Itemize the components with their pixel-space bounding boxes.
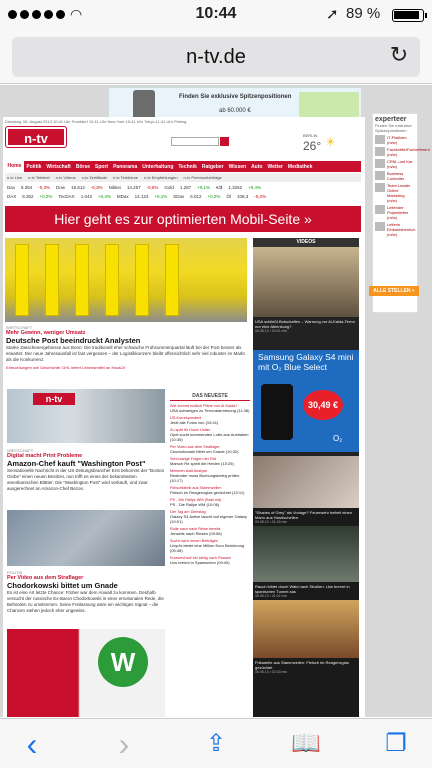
ad-price: 30,49 € [303,390,343,420]
latest-kicker: Sucht nach neuen Beiträgen [170,539,218,543]
deutsche-post-image[interactable] [5,238,247,322]
ticker-name[interactable]: DAX [7,194,17,199]
ticker-value: 14.123 [134,194,149,199]
ticker-value: 1.043 [80,194,92,199]
videos-header: VIDEOS [253,238,359,247]
ad-banner-line2: ab 60.000 € [219,108,251,114]
sub-nav [5,173,361,182]
location-icon: ➚ [326,6,339,23]
battery-percent: 89 % [346,5,381,22]
ticker-change: +0,1% [197,185,211,190]
ticker-name[interactable]: Nikkei [108,185,121,190]
latest-kicker: Rolle nach nach Reise bereits [170,527,221,531]
video-caption[interactable] [253,658,359,676]
article-title[interactable]: Chodorkowski bittet um Gnade [7,581,118,590]
ticker-value: 1,3262 [228,185,243,190]
latest-link[interactable]: Chodorkowski bittet um Gnade (10:32) [170,449,239,454]
samsung-ad[interactable] [253,350,359,452]
latest-header: DAS NEUESTE [170,393,250,401]
video-caption[interactable] [253,508,359,526]
ticker-value: 15.612 [71,185,85,190]
ticker-change: +0,1% [154,194,168,199]
job-logo [375,222,385,231]
nav-politik[interactable]: Politik [26,163,42,170]
ntv-logo[interactable]: n-tv [6,127,66,147]
sidebar-job[interactable]: Leiterin Einkaufsbereich (m/w) [375,222,415,237]
job-sidebar [372,113,430,313]
latest-kicker: Fleischfabrik aus Stammzellen [170,486,222,490]
ntv-page [3,117,365,717]
video-meta: 06.08.13 • 02:33 min [255,670,288,674]
ticker-name[interactable]: Gold [164,185,174,190]
video-meta: 06.08.13 • 01:02 min [255,594,288,598]
latest-kicker: Der Tag am Dienstag [170,510,206,514]
tabs-icon[interactable]: ❐ [385,730,407,757]
nav-wissen[interactable]: Wissen [228,163,247,170]
latest-kicker: Kurswechsel bei stetig nach Russen [170,556,231,560]
flag-shape [15,244,29,316]
back-icon[interactable]: ‹ [26,726,38,762]
latest-link[interactable]: Jetzt alle Fotos von (10:41) [170,420,219,425]
main-nav [5,161,361,172]
ticker-change: +0,2% [207,194,221,199]
job-logo [375,159,385,168]
sun-icon: ☀ [325,135,336,149]
sidebar-job[interactable]: Business Controller [375,171,415,181]
ntv-logo-small: n-tv [33,393,75,405]
status-bar [0,0,432,30]
date-line: Dienstag, 06. August 2013 10:41 Uhr Frankfurt 10:41 Uhr New York 10:41 Uhr Tokyo 11:41 Uhr Peking [5,119,187,124]
subnav-item[interactable]: n-tv Zertifikate [81,175,107,180]
flag-shape [75,244,89,316]
nav-wirtschaft[interactable]: Wirtschaft [46,163,71,170]
video-thumb[interactable] [253,456,359,508]
subnav-item[interactable]: n-tv Teletext [28,175,50,180]
ad-brand: O₂ [333,434,343,443]
ticker-change: -0,3% [90,185,103,190]
subnav-item[interactable]: n-tv Live [7,175,23,180]
sidebar-job[interactable]: CRM- und Kar (m/w) [375,159,415,169]
ticker-change: -0,2% [254,194,266,199]
ticker-change: -0,5% [146,185,159,190]
all-jobs-button[interactable]: ALLE STELLEN » [369,286,419,296]
latest-link[interactable]: USA schweigen zu Terroralarmierung (11:38) [170,408,250,413]
nav-mediathek[interactable]: Mediathek [287,163,313,170]
page-viewport[interactable] [0,85,432,717]
article-title[interactable]: Amazon-Chef kauft "Washington Post" [7,459,146,468]
address-bar [0,30,432,84]
videos-list [253,456,359,717]
flag-shape [135,244,149,316]
article-kicker: Per Video aus dem Straflager [7,575,84,581]
nav-panorama[interactable]: Panorama [113,163,138,170]
latest-kicker: Schmutzige Folgen der Rüt [170,457,217,461]
search-button[interactable] [220,137,229,146]
article-kicker: Mehr Gewinn, weniger Umsatz [6,330,86,336]
latest-kicker: Mimmen statt Analyse [170,469,208,473]
article-teaser: Sensationelle Nachricht in der US-Zeitungsbranche! Erst bekommt der "Boston Globe" einen neuen Besitzer, nun trifft es eines der bekanntesten amerikanischen Blätter: Die "Washington Post" wird verkauft, und zwar ausgerechnet an Amazon-Chef Bezos. [7,468,165,491]
sidebar-sub: Finden Sie exklusive Spitzenpositionen [375,123,412,133]
ticker-row [5,192,361,201]
related-link[interactable]: Erleuchtungen wie Geschichte: DHL liefert Lebensmittel an HausOr [6,365,126,370]
latest-link[interactable]: Lkw brennt in Spanischen (09:40) [170,560,230,565]
article-title[interactable]: Deutsche Post beeindruckt Analysten [6,336,141,345]
job-logo [375,171,385,180]
article-category: WIRTSCHAFT [7,448,34,453]
video-thumb[interactable] [253,247,359,317]
ticker-change: +0,2% [39,194,53,199]
ticker-value: 108,3 [236,194,249,199]
sidebar-job[interactable]: Leitender Projektleiter (m/w) [375,205,415,220]
chodorkowski-image[interactable] [7,510,165,566]
nav-wetter[interactable]: Wetter [267,163,283,170]
article-teaser: Es ist eine Art letzte Chance: Früher war dem Anwalt zu kommen. Deshalb versucht der russische Ex-Baron Chodorkowski in einer emotionalen Rede, die Behörden zu umstimmen. Seine Freilassung wäre ein wichtiges Signal – die Chancen stehen jedoch eher ungewiss. [7,590,164,613]
nav-auto[interactable]: Auto [251,163,263,170]
flag-shape [45,244,59,316]
latest-kicker: US-Korrespondent [170,416,202,420]
job-logo [375,147,385,156]
latest-kicker: Per Video aus dem Straflager [170,445,220,449]
nav-technik[interactable]: Technik [178,163,197,170]
subnav-item[interactable]: n-tv Empfehlungen [143,175,178,180]
weather-temp: 26° [303,139,322,153]
video-title: Frikadelle aus Stammzellen: Fleisch im Reagenzglas gezüchtet [255,660,349,670]
ticker-name[interactable]: SDax [173,194,185,199]
ticker-change: +0,4% [97,194,111,199]
mobile-site-banner[interactable]: Hier geht es zur optimierten Mobil-Seite » [5,206,361,232]
latest-link[interactable]: Marsch Re spielt die Helden (10:25) [170,461,234,466]
ad-title: Samsung Galaxy S4 mini mit O₂ Blue Select [258,352,354,372]
subnav-item[interactable]: n-tv Premiumbeiträge [183,175,222,180]
article-kicker: Digital macht Print Probleme [7,453,83,459]
video-title: "Shades of Grey" als Vorlage? Feuerwehr befreit einen Mann aus Handschellen [255,510,353,520]
subnav-item[interactable]: n-tv Videos [55,175,76,180]
ticker-name[interactable]: TecDAX [58,194,75,199]
article-amazon[interactable] [7,448,167,492]
video-caption[interactable] [253,317,359,335]
ticker-change: +0,4% [248,185,261,190]
article-category: POLITIK [7,570,23,575]
latest-link[interactable]: Jenseits nach Riesen (09:56) [170,531,222,536]
wolfsburg-logo: W [98,637,148,687]
clock: 10:44 [195,5,237,22]
video-meta: 06.08.13 • 01:26 min [255,520,288,524]
reload-icon[interactable]: ↻ [389,42,409,67]
job-logo [375,183,385,192]
article-teaser: Starke Zwischenergebnisse aus Bonn: Die traditionell eher schwache Frühsommerquartal läuft bei der Post besser als erwartet. Der neue Jahresausfall ist fast vergessen – der Logistikkonzern bleibt offensichtlich sehr viel robuster im Markt als die Konkurrenz. [6,345,245,362]
latest-news [170,393,250,565]
ticker-value: 6.012 [190,194,202,199]
browser-toolbar [0,718,432,768]
flag-shape [105,244,119,316]
amazon-article-image[interactable] [7,389,165,443]
latest-kicker: Wie kommt endlich Pläne von Al-Kaida? [170,404,238,408]
nav-boerse[interactable]: Börse [75,163,91,170]
latest-link[interactable]: Lloyd's bietet eine Million Euro Belohnung (09:48) [170,543,245,553]
forward-icon[interactable]: › [118,726,130,762]
nav-unterhaltung[interactable]: Unterhaltung [142,163,174,170]
phone-image [261,384,293,440]
ad-banner-top[interactable] [108,87,362,121]
nav-home[interactable]: Home [5,161,24,172]
bookmarks-icon[interactable]: 📖 [291,730,321,757]
latest-kicker: Zu spät für Down Under [170,428,211,432]
latest-kicker: PS - Die Rallye WM (Rast mit) [170,498,222,502]
video-meta: 06.08.13 • 04:41 min [255,329,288,333]
job-logo [375,205,385,214]
ticker-name[interactable]: Dow [56,185,66,190]
sidebar-job[interactable]: Fachkräfte/Fachreferent (m/w) [375,147,415,157]
video-title: USA schließt Botschaften – Warnung vor Al-Kaida-Terror nur eine Ablenkung? [255,319,356,329]
ticker-value: 1.287 [179,185,192,190]
weather-city: BERLIN [303,133,318,138]
video-thumb[interactable] [253,526,359,582]
latest-link[interactable]: Redender muss Buchungsbeleg prüfen (10:17) [170,473,240,483]
latest-link[interactable]: Galaxy S4 Active taucht auf eigener Galaxy (10:01) [170,514,247,524]
article-category: WIRTSCHAFT [6,325,33,330]
url-field[interactable]: n-tv.de [12,37,420,77]
ticker-name[interactable]: MDax [116,194,129,199]
ticker-row [5,183,361,192]
lead-article[interactable] [6,325,246,370]
ticker-name[interactable]: Dax [7,185,16,190]
latest-link[interactable]: Opel sucht kommenden Lotto aus Australien (10:35) [170,432,249,442]
flag-shape [165,244,179,316]
nav-sport[interactable]: Sport [95,163,109,170]
subnav-item[interactable]: n-tv Telebörse [112,175,138,180]
site-search-input[interactable] [171,137,219,146]
ad-decoration [299,92,359,118]
ticker-name[interactable]: €/$ [216,185,223,190]
market-ticker [5,183,361,201]
wifi-icon: ◠ [70,6,83,22]
latest-link[interactable]: Fleisch im Reagenzglas gezüchtet (10:11) [170,490,245,495]
ticker-value: 14.257 [126,185,141,190]
ad-banner-line1: Finden Sie exklusive Spitzenpositionen [179,94,292,100]
ad-person-image [133,90,155,120]
sidebar-job[interactable]: Team Leader Online Marketing (m/w) [375,183,415,203]
sidebar-job[interactable]: IT-Platform (m/w) [375,135,415,145]
video-caption[interactable] [253,582,359,600]
ticker-name[interactable]: Öl [226,194,231,199]
battery-icon [392,9,424,22]
video-title: Rauch bildet durch Wald nach Straßen: Lkw brennt in spanischen Tunnel aus [255,584,350,594]
article-chodorkowski[interactable] [7,570,167,614]
ticker-change: -0,3% [38,185,51,190]
job-logo [375,135,385,144]
ticker-value: 8.354 [21,185,33,190]
sidebar-brand: experteer [375,116,407,123]
nav-ratgeber[interactable]: Ratgeber [201,163,224,170]
ticker-value: 8.362 [22,194,34,199]
latest-link[interactable]: PS - Die Rallye WM (10:06) [170,502,220,507]
video-thumb[interactable] [253,600,359,658]
share-icon[interactable]: ⇪ [205,730,227,757]
